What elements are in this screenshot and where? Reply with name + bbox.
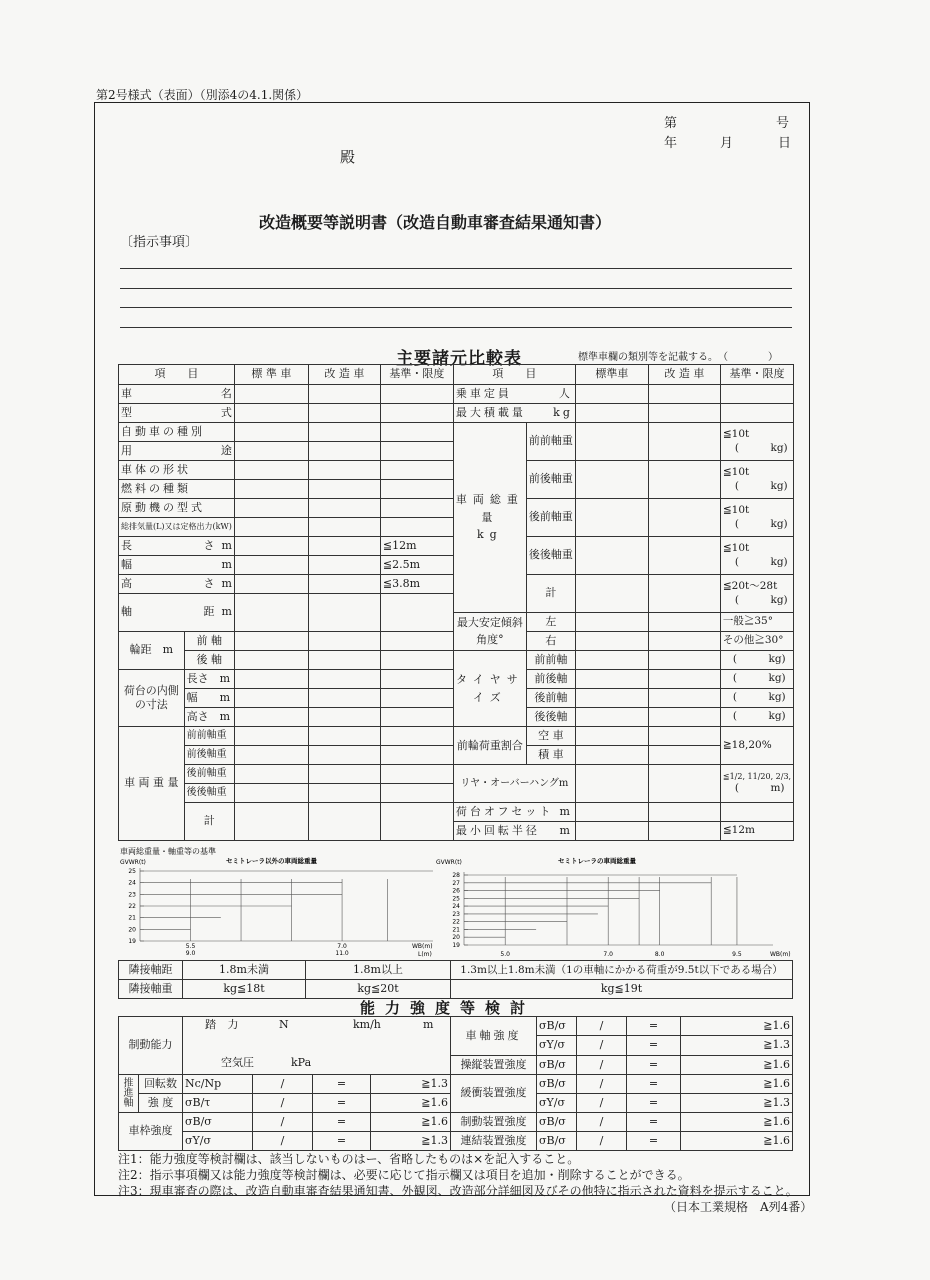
tire-rf-label: 後前軸 <box>526 689 575 708</box>
limit-1-3: ≧1.3 <box>371 1132 451 1151</box>
header-standard-right: 標準車 <box>575 365 648 385</box>
criteria-charts <box>118 844 792 960</box>
adjacent-axle-table <box>118 960 793 999</box>
width-limit: ≦2.5m <box>380 556 453 575</box>
left-chart-ytick: 21 <box>128 914 136 922</box>
spec-comparison-table <box>118 364 794 841</box>
input-cell[interactable] <box>575 803 648 822</box>
input-cell[interactable] <box>308 518 380 537</box>
limit-1-6: ≧1.6 <box>681 1075 793 1094</box>
input-cell[interactable] <box>648 575 720 613</box>
chart-caption: 車両総重量・軸重等の基準 <box>120 847 216 856</box>
overhang-limit: ≦1/2, 11/20, 2/3, ( m) <box>720 765 793 803</box>
right-chart-ytick: 21 <box>452 926 460 934</box>
input-cell[interactable] <box>308 461 380 480</box>
left-chart-xtick: 11.0 <box>335 950 349 957</box>
year-label: 年 <box>664 136 679 151</box>
input-cell[interactable] <box>575 537 648 575</box>
input-cell[interactable] <box>308 689 380 708</box>
sbs-label: σB/σ <box>537 1055 577 1074</box>
gvw-rf-limit: ≦10t ( kg) <box>720 499 793 537</box>
input-cell[interactable] <box>380 499 453 518</box>
input-cell[interactable] <box>648 689 720 708</box>
instruction-line[interactable] <box>120 307 792 308</box>
turn-radius-limit: ≦12m <box>720 822 793 841</box>
input-cell[interactable] <box>648 822 720 841</box>
gvw-ff-limit: ≦10t ( kg) <box>720 423 793 461</box>
left-chart-ytick: 24 <box>128 879 136 887</box>
ncnp-label: Nc/Np <box>183 1075 253 1094</box>
input-cell[interactable] <box>380 746 453 765</box>
input-cell[interactable] <box>234 385 308 404</box>
right-chart-ytick: 22 <box>452 918 460 926</box>
input-cell[interactable] <box>380 423 453 442</box>
bed-height-label: 高さ m <box>184 708 234 727</box>
tilt-left-label: 左 <box>526 613 575 632</box>
vw-ff-label: 前前軸重 <box>184 727 234 746</box>
input-cell[interactable] <box>234 499 308 518</box>
sbs-label: σB/σ <box>537 1075 577 1094</box>
vw-rr-label: 後後軸重 <box>184 784 234 803</box>
input-cell[interactable] <box>648 404 720 423</box>
axle-weight-label: 隣接軸重 <box>119 980 183 999</box>
number-label: 第 <box>664 116 679 131</box>
row-model: 型 式 <box>119 404 235 423</box>
note-2: 注2：指示事項欄又は能力強度等検討欄は、必要に応じて指示欄又は項目を追加・削除することができる。 <box>118 1168 690 1182</box>
ratio-limit: ≧18,20% <box>720 727 793 765</box>
input-cell[interactable] <box>575 632 648 651</box>
vw-fr-label: 前後軸重 <box>184 746 234 765</box>
header-modified: 改 造 車 <box>308 365 380 385</box>
tilt-left-limit: 一般≧35° <box>720 613 793 632</box>
right-chart-ylabel: GVWR(t) <box>436 859 462 866</box>
right-chart-ytick: 19 <box>452 942 460 949</box>
input-cell[interactable] <box>308 537 380 556</box>
note-3: 注3：現車審査の際は、改造自動車審査結果通知書、外観図、改造部分詳細図及びその他特に指示された資料を提示すること。 <box>118 1184 798 1198</box>
input-cell[interactable] <box>575 613 648 632</box>
row-fuel: 燃料の種類 <box>119 480 235 499</box>
left-chart-xtick: 9.0 <box>185 950 196 957</box>
sbs-label: σB/σ <box>183 1113 253 1132</box>
gvw-rr-limit: ≦10t ( kg) <box>720 537 793 575</box>
input-cell[interactable] <box>380 651 453 670</box>
tire-rf-limit: ( kg) <box>720 689 793 708</box>
right-chart-xtick: 7.0 <box>603 951 613 958</box>
input-cell[interactable] <box>308 803 380 841</box>
input-cell[interactable] <box>575 423 648 461</box>
day-label: 日 <box>778 136 793 151</box>
tire-ff-label: 前前軸 <box>526 651 575 670</box>
sbs-label: σB/σ <box>537 1132 577 1151</box>
input-cell[interactable] <box>234 803 308 841</box>
row-displacement: 総排気量(L)又は定格出力(kW) <box>119 518 235 537</box>
instruction-line[interactable] <box>120 268 792 269</box>
right-chart-xtick: 8.0 <box>654 951 665 958</box>
input-cell[interactable] <box>234 727 308 746</box>
input-cell[interactable] <box>380 784 453 803</box>
spec-table-title: 主要諸元比較表 <box>396 349 522 369</box>
header-limit-right: 基準・限度 <box>720 365 793 385</box>
input-cell[interactable] <box>308 784 380 803</box>
axle-dist-2: 1.8m以上 <box>306 961 451 980</box>
gvw-rf-label: 後前軸重 <box>526 499 575 537</box>
right-chart-ytick: 23 <box>452 910 460 918</box>
right-chart-title: セミトレーラの車両総重量 <box>558 857 636 865</box>
limit-1-3: ≧1.3 <box>681 1036 793 1055</box>
input-cell[interactable] <box>234 689 308 708</box>
ratio-label: 前輪荷重割合 <box>453 727 526 765</box>
input-cell[interactable] <box>575 499 648 537</box>
left-chart-ytick: 25 <box>128 868 136 875</box>
input-cell[interactable] <box>648 632 720 651</box>
input-cell[interactable] <box>234 575 308 594</box>
input-cell[interactable] <box>234 404 308 423</box>
input-cell[interactable] <box>648 746 720 765</box>
track-label: 輪距 m <box>119 632 185 670</box>
header-limit: 基準・限度 <box>380 365 453 385</box>
input-cell[interactable] <box>308 423 380 442</box>
input-cell[interactable] <box>380 480 453 499</box>
strength-label: 強 度 <box>139 1094 183 1113</box>
input-cell[interactable] <box>308 708 380 727</box>
input-cell[interactable] <box>720 404 793 423</box>
input-cell[interactable] <box>308 385 380 404</box>
row-width: 幅 m <box>119 556 235 575</box>
veh-weight-label: 車 両 重 量 <box>119 727 185 841</box>
input-cell[interactable] <box>308 670 380 689</box>
input-cell[interactable] <box>234 461 308 480</box>
brake-ability-label: 制動能力 <box>119 1017 183 1075</box>
input-cell[interactable] <box>575 385 648 404</box>
ratio-loaded-label: 積 車 <box>526 746 575 765</box>
input-cell[interactable] <box>575 575 648 613</box>
input-cell[interactable] <box>380 727 453 746</box>
input-cell[interactable] <box>575 670 648 689</box>
height-limit: ≦3.8m <box>380 575 453 594</box>
header-standard: 標 準 車 <box>234 365 308 385</box>
steer-strength-label: 操縦装置強度 <box>451 1055 537 1074</box>
input-cell[interactable] <box>380 670 453 689</box>
drive-shaft-label: 推進軸 <box>119 1075 139 1113</box>
row-wheelbase: 軸 距 m <box>119 594 235 632</box>
input-cell[interactable] <box>308 575 380 594</box>
input-cell[interactable] <box>380 803 453 841</box>
axle-weight-2[interactable]: kg≦20t <box>306 980 451 999</box>
axle-strength-label: 車軸強度 <box>451 1017 537 1056</box>
number-suffix: 号 <box>776 116 791 131</box>
input-cell[interactable] <box>234 537 308 556</box>
input-cell[interactable] <box>720 385 793 404</box>
input-cell[interactable] <box>380 594 453 632</box>
input-cell[interactable] <box>234 594 308 632</box>
input-cell[interactable] <box>575 404 648 423</box>
sys-label: σY/σ <box>537 1094 577 1113</box>
document-title: 改造概要等説明書（改造自動車審査結果通知書） <box>258 213 611 232</box>
right-chart-xlabel: WB(m) <box>770 951 791 958</box>
month-label: 月 <box>720 136 735 151</box>
limit-1-6: ≧1.6 <box>371 1094 451 1113</box>
right-chart-xtick: 5.0 <box>500 951 510 958</box>
spec-table-note: 標準車欄の類別等を記載する。 （ ） <box>578 352 778 363</box>
bed-length-label: 長さ m <box>184 670 234 689</box>
sys-label: σY/σ <box>183 1132 253 1151</box>
input-cell[interactable] <box>308 746 380 765</box>
input-cell[interactable] <box>380 689 453 708</box>
left-chart-xlabel-top: WB(m) <box>412 943 433 950</box>
input-cell[interactable] <box>234 442 308 461</box>
input-cell[interactable] <box>720 803 793 822</box>
gvw-rr-label: 後後軸重 <box>526 537 575 575</box>
tilt-right-label: 右 <box>526 632 575 651</box>
row-capacity: 乗車定員 人 <box>453 385 575 404</box>
gvw-label: 車両総重量 kg <box>453 423 526 613</box>
input-cell[interactable] <box>648 765 720 803</box>
limit-1-6: ≧1.6 <box>371 1113 451 1132</box>
left-chart-ylabel: GVWR(t) <box>120 859 146 866</box>
rpm-label: 回転数 <box>139 1075 183 1094</box>
input-cell[interactable] <box>648 499 720 537</box>
header-item: 項 目 <box>119 365 235 385</box>
tire-fr-limit: ( kg) <box>720 670 793 689</box>
addressee-label: 殿 <box>340 148 356 166</box>
limit-1-3: ≧1.3 <box>681 1094 793 1113</box>
tire-rr-label: 後後軸 <box>526 708 575 727</box>
gvw-fr-label: 前後軸重 <box>526 461 575 499</box>
input-cell[interactable] <box>380 632 453 651</box>
sbs-label: σB/σ <box>537 1017 577 1036</box>
limit-1-6: ≧1.6 <box>681 1055 793 1074</box>
sys-label: σY/σ <box>537 1036 577 1055</box>
axle-dist-1: 1.8m未満 <box>183 961 306 980</box>
input-cell[interactable] <box>575 708 648 727</box>
gvw-total-limit: ≦20t～28t ( kg) <box>720 575 793 613</box>
input-cell[interactable] <box>234 480 308 499</box>
input-cell[interactable] <box>380 404 453 423</box>
left-chart-xlabel-bottom: L(m) <box>418 951 432 958</box>
row-height: 高 さ m <box>119 575 235 594</box>
frame-strength-label: 車枠強度 <box>119 1113 183 1151</box>
brake-ability-cell[interactable]: 踏 力 N km/h m 空気圧 kPa <box>183 1017 451 1075</box>
input-cell[interactable] <box>234 651 308 670</box>
input-cell[interactable] <box>648 727 720 746</box>
input-cell[interactable] <box>380 708 453 727</box>
ability-strength-table: 制動能力 踏 力 N km/h m 空気圧 kPa 車軸強度 σB/σ / = ≧1.6 σY/σ / = ≧1.3 操縦装置強度 σB/σ / = ≧1.6 推進軸 回転数 Nc/Np / = ≧1.3 緩衝装置強度 σB/σ / = ≧1.6 強 度 σB/τ / = ≧1.6 σY/σ / = ≧1.3 車枠強度 σB/σ / = ≧1.6 制動装置強度 σB/σ / = ≧1.6 σY/σ / = ≧1.3 連結装置強度 σB/σ / = ≧1.6 <box>118 1016 793 1151</box>
input-cell[interactable] <box>575 746 648 765</box>
input-cell[interactable] <box>308 556 380 575</box>
header-item-right: 項 目 <box>453 365 575 385</box>
input-cell[interactable] <box>575 689 648 708</box>
footer-standard: （日本工業規格 A列4番） <box>664 1200 813 1214</box>
track-rear-label: 後 軸 <box>184 651 234 670</box>
input-cell[interactable] <box>234 423 308 442</box>
input-cell[interactable] <box>648 423 720 461</box>
input-cell[interactable] <box>380 385 453 404</box>
axle-weight-1[interactable]: kg≦18t <box>183 980 306 999</box>
tire-ff-limit: ( kg) <box>720 651 793 670</box>
input-cell[interactable] <box>575 461 648 499</box>
right-chart-ytick: 20 <box>452 934 460 942</box>
header-modified-right: 改 造 車 <box>648 365 720 385</box>
sbs-label: σB/σ <box>537 1113 577 1132</box>
input-cell[interactable] <box>648 613 720 632</box>
instruction-line[interactable] <box>120 288 792 289</box>
input-cell[interactable] <box>234 670 308 689</box>
input-cell[interactable] <box>308 404 380 423</box>
limit-1-3: ≧1.3 <box>371 1075 451 1094</box>
row-length: 長 さ m <box>119 537 235 556</box>
input-cell[interactable] <box>234 708 308 727</box>
input-cell[interactable] <box>648 670 720 689</box>
left-chart-ytick: 23 <box>128 891 136 899</box>
input-cell[interactable] <box>308 765 380 784</box>
gvw-ff-label: 前前軸重 <box>526 423 575 461</box>
limit-1-6: ≧1.6 <box>681 1113 793 1132</box>
tire-label: タイヤサイズ <box>453 651 526 727</box>
tilt-right-limit: その他≧30° <box>720 632 793 651</box>
instruction-line[interactable] <box>120 327 792 328</box>
input-cell[interactable] <box>575 822 648 841</box>
input-cell[interactable] <box>380 442 453 461</box>
instructions-label: 〔指示事項〕 <box>120 235 199 250</box>
left-chart-ytick: 19 <box>128 938 136 945</box>
buffer-strength-label: 緩衝装置強度 <box>451 1075 537 1113</box>
row-turn-radius: 最小回転半径 m <box>453 822 575 841</box>
input-cell[interactable] <box>575 765 648 803</box>
input-cell[interactable] <box>234 765 308 784</box>
input-cell[interactable] <box>648 803 720 822</box>
row-vehicle-kind: 自動車の種別 <box>119 423 235 442</box>
row-bed-offset: 荷台オフセット m <box>453 803 575 822</box>
axle-dist-3: 1.3m以上1.8m未満（1の車軸にかかる荷重が9.5t以下である場合） <box>451 961 793 980</box>
row-vehicle-name: 車 名 <box>119 385 235 404</box>
row-engine-model: 原動機の型式 <box>119 499 235 518</box>
tire-fr-label: 前後軸 <box>526 670 575 689</box>
limit-1-6: ≧1.6 <box>681 1132 793 1151</box>
input-cell[interactable] <box>380 518 453 537</box>
input-cell[interactable] <box>308 594 380 632</box>
form-number: 第2号様式（表面）（別添4の4.1.関係） <box>96 88 309 102</box>
left-chart-ytick: 22 <box>128 903 136 910</box>
tire-rr-limit: ( kg) <box>720 708 793 727</box>
row-max-load: 最大積載量 kg <box>453 404 575 423</box>
track-front-label: 前 軸 <box>184 632 234 651</box>
input-cell[interactable] <box>575 727 648 746</box>
axle-dist-label: 隣接軸距 <box>119 961 183 980</box>
input-cell[interactable] <box>648 708 720 727</box>
right-chart-ytick: 24 <box>452 903 460 911</box>
length-limit: ≦12m <box>380 537 453 556</box>
right-chart-ytick: 27 <box>452 879 460 887</box>
input-cell[interactable] <box>648 461 720 499</box>
left-chart-title: セミトレーラ以外の車両総重量 <box>226 857 317 865</box>
left-chart-ytick: 20 <box>128 926 136 934</box>
axle-weight-3[interactable]: kg≦19t <box>451 980 793 999</box>
gvw-total-label: 計 <box>526 575 575 613</box>
input-cell[interactable] <box>308 651 380 670</box>
limit-1-6: ≧1.6 <box>681 1017 793 1036</box>
ability-title: 能力強度等検討 <box>360 999 536 1017</box>
input-cell[interactable] <box>234 784 308 803</box>
input-cell[interactable] <box>234 556 308 575</box>
overhang-label: リヤ・オーバーハングm <box>453 765 575 803</box>
input-cell[interactable] <box>648 651 720 670</box>
bed-width-label: 幅 m <box>184 689 234 708</box>
input-cell[interactable] <box>648 537 720 575</box>
input-cell[interactable] <box>575 651 648 670</box>
right-chart-ytick: 26 <box>452 887 460 895</box>
input-cell[interactable] <box>234 632 308 651</box>
brake-device-label: 制動装置強度 <box>451 1113 537 1132</box>
gvw-fr-limit: ≦10t ( kg) <box>720 461 793 499</box>
input-cell[interactable] <box>380 765 453 784</box>
row-use: 用 途 <box>119 442 235 461</box>
input-cell[interactable] <box>308 727 380 746</box>
input-cell[interactable] <box>308 480 380 499</box>
note-1: 注1：能力強度等検討欄は、該当しないものはー、省略したものは×を記入すること。 <box>118 1152 580 1166</box>
tilt-label: 最大安定傾斜角度° <box>453 613 526 651</box>
left-chart-xtick: 7.0 <box>337 943 347 950</box>
ratio-empty-label: 空 車 <box>526 727 575 746</box>
left-chart-xtick: 5.5 <box>185 943 196 950</box>
input-cell[interactable] <box>648 385 720 404</box>
input-cell[interactable] <box>308 442 380 461</box>
input-cell[interactable] <box>308 632 380 651</box>
input-cell[interactable] <box>234 518 308 537</box>
input-cell[interactable] <box>234 746 308 765</box>
right-chart-ytick: 25 <box>452 895 460 903</box>
input-cell[interactable] <box>380 461 453 480</box>
bed-label: 荷台の内側の寸法 <box>119 670 185 727</box>
input-cell[interactable] <box>308 499 380 518</box>
vw-rf-label: 後前軸重 <box>184 765 234 784</box>
coupler-strength-label: 連結装置強度 <box>451 1132 537 1151</box>
vw-total-label: 計 <box>184 803 234 841</box>
right-chart-xtick: 9.5 <box>732 951 742 958</box>
sbt-label: σB/τ <box>183 1094 253 1113</box>
right-chart-ytick: 28 <box>452 872 460 879</box>
row-body-shape: 車体の形状 <box>119 461 235 480</box>
